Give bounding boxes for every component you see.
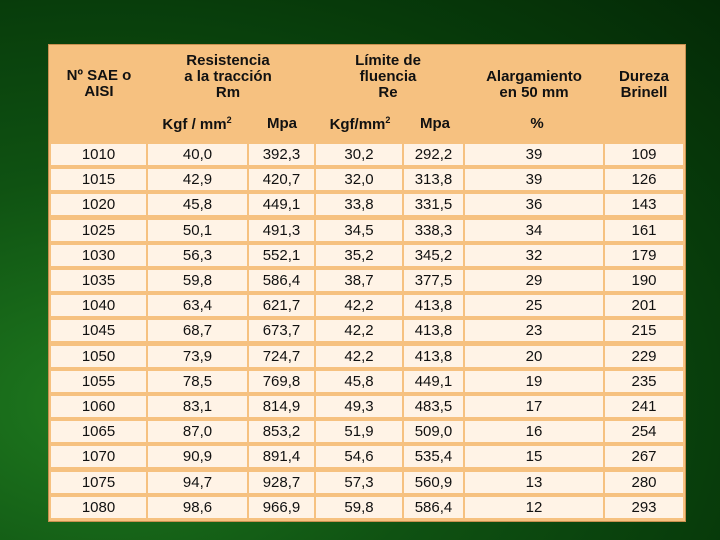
header-rm: Resistencia a la tracción Rm	[184, 52, 272, 101]
cell-re-mpa: 560,9	[404, 472, 463, 493]
cell-sae: 1050	[51, 346, 146, 367]
table-row	[49, 318, 685, 343]
table-row	[49, 192, 685, 217]
cell-re-kgf: 51,9	[316, 421, 402, 442]
cell-re-kgf: 59,8	[316, 497, 402, 518]
table-row	[49, 142, 685, 167]
cell-elong: 16	[465, 421, 603, 442]
cell-elong: 25	[465, 295, 603, 316]
cell-hardness: 235	[605, 371, 683, 392]
cell-re-kgf: 42,2	[316, 346, 402, 367]
cell-rm-mpa: 769,8	[249, 371, 314, 392]
table-row	[49, 167, 685, 192]
cell-sae: 1035	[51, 270, 146, 291]
cell-hardness: 109	[605, 144, 683, 165]
cell-rm-mpa: 673,7	[249, 320, 314, 341]
cell-sae: 1025	[51, 220, 146, 241]
table-row	[49, 495, 685, 520]
cell-rm-kgf: 56,3	[148, 245, 247, 266]
header-sae: Nº SAE o AISI	[66, 67, 132, 100]
cell-re-mpa: 449,1	[404, 371, 463, 392]
cell-sae: 1030	[51, 245, 146, 266]
cell-sae: 1065	[51, 421, 146, 442]
cell-hardness: 267	[605, 446, 683, 467]
cell-rm-mpa: 491,3	[249, 220, 314, 241]
cell-sae: 1015	[51, 169, 146, 190]
cell-rm-kgf: 40,0	[148, 144, 247, 165]
cell-re-kgf: 32,0	[316, 169, 402, 190]
cell-re-kgf: 33,8	[316, 194, 402, 215]
header-elong: Alargamiento en 50 mm	[486, 68, 582, 101]
cell-re-mpa: 509,0	[404, 421, 463, 442]
cell-hardness: 293	[605, 497, 683, 518]
cell-re-kgf: 30,2	[316, 144, 402, 165]
cell-hardness: 126	[605, 169, 683, 190]
cell-re-mpa: 292,2	[404, 144, 463, 165]
cell-rm-mpa: 928,7	[249, 472, 314, 493]
cell-hardness: 201	[605, 295, 683, 316]
cell-rm-mpa: 814,9	[249, 396, 314, 417]
subheader-rm-mpa: Mpa	[267, 115, 297, 132]
cell-elong: 39	[465, 169, 603, 190]
table-row	[49, 419, 685, 444]
cell-elong: 39	[465, 144, 603, 165]
cell-rm-kgf: 87,0	[148, 421, 247, 442]
cell-rm-kgf: 68,7	[148, 320, 247, 341]
subheader-re-kgf	[315, 115, 405, 133]
cell-rm-mpa: 621,7	[249, 295, 314, 316]
cell-elong: 23	[465, 320, 603, 341]
cell-elong: 36	[465, 194, 603, 215]
subheader-re-kgf-text: Kgf/mm	[329, 116, 386, 133]
cell-rm-kgf: 42,9	[148, 169, 247, 190]
cell-hardness: 254	[605, 421, 683, 442]
cell-elong: 32	[465, 245, 603, 266]
cell-hardness: 143	[605, 194, 683, 215]
table-row	[49, 394, 685, 419]
cell-elong: 17	[465, 396, 603, 417]
cell-rm-mpa: 552,1	[249, 245, 314, 266]
cell-hardness: 280	[605, 472, 683, 493]
cell-rm-kgf: 94,7	[148, 472, 247, 493]
cell-hardness: 161	[605, 220, 683, 241]
cell-rm-kgf: 90,9	[148, 446, 247, 467]
table-row	[49, 444, 685, 469]
table-row	[49, 369, 685, 394]
cell-rm-kgf: 78,5	[148, 371, 247, 392]
cell-sae: 1040	[51, 295, 146, 316]
table-row	[49, 470, 685, 495]
subheader-elong-pct: %	[530, 115, 544, 132]
cell-rm-kgf: 83,1	[148, 396, 247, 417]
subheader-re-kgf-exp: 2	[385, 115, 391, 125]
cell-sae: 1010	[51, 144, 146, 165]
cell-sae: 1055	[51, 371, 146, 392]
cell-hardness: 229	[605, 346, 683, 367]
cell-elong: 19	[465, 371, 603, 392]
cell-rm-kgf: 63,4	[148, 295, 247, 316]
table-row	[49, 243, 685, 268]
cell-rm-kgf: 45,8	[148, 194, 247, 215]
cell-re-kgf: 54,6	[316, 446, 402, 467]
cell-re-mpa: 345,2	[404, 245, 463, 266]
cell-re-kgf: 35,2	[316, 245, 402, 266]
table-header	[49, 45, 685, 142]
cell-re-kgf: 57,3	[316, 472, 402, 493]
cell-sae: 1020	[51, 194, 146, 215]
cell-hardness: 190	[605, 270, 683, 291]
cell-re-kgf: 49,3	[316, 396, 402, 417]
cell-re-mpa: 413,8	[404, 320, 463, 341]
steel-properties-table	[48, 44, 686, 522]
cell-re-mpa: 313,8	[404, 169, 463, 190]
cell-sae: 1075	[51, 472, 146, 493]
subheader-rm-kgf	[149, 115, 245, 133]
cell-sae: 1060	[51, 396, 146, 417]
cell-rm-mpa: 891,4	[249, 446, 314, 467]
header-hardness: Dureza Brinell	[618, 68, 670, 101]
cell-re-mpa: 483,5	[404, 396, 463, 417]
cell-elong: 20	[465, 346, 603, 367]
cell-re-mpa: 377,5	[404, 270, 463, 291]
cell-rm-mpa: 420,7	[249, 169, 314, 190]
subheader-rm-kgf-text: Kgf / mm	[162, 116, 227, 133]
cell-rm-kgf: 59,8	[148, 270, 247, 291]
subheader-re-mpa: Mpa	[420, 115, 450, 132]
table-row	[49, 344, 685, 369]
cell-rm-mpa: 724,7	[249, 346, 314, 367]
cell-re-mpa: 413,8	[404, 346, 463, 367]
table-row	[49, 293, 685, 318]
cell-re-mpa: 413,8	[404, 295, 463, 316]
cell-re-mpa: 331,5	[404, 194, 463, 215]
cell-rm-mpa: 853,2	[249, 421, 314, 442]
cell-hardness: 215	[605, 320, 683, 341]
table-row	[49, 268, 685, 293]
cell-re-kgf: 42,2	[316, 320, 402, 341]
cell-re-kgf: 34,5	[316, 220, 402, 241]
cell-re-kgf: 45,8	[316, 371, 402, 392]
cell-re-mpa: 338,3	[404, 220, 463, 241]
cell-hardness: 179	[605, 245, 683, 266]
cell-rm-kgf: 50,1	[148, 220, 247, 241]
cell-rm-mpa: 586,4	[249, 270, 314, 291]
cell-hardness: 241	[605, 396, 683, 417]
cell-elong: 29	[465, 270, 603, 291]
cell-rm-mpa: 392,3	[249, 144, 314, 165]
cell-elong: 12	[465, 497, 603, 518]
table-row	[49, 218, 685, 243]
cell-re-mpa: 586,4	[404, 497, 463, 518]
cell-rm-kgf: 98,6	[148, 497, 247, 518]
cell-sae: 1045	[51, 320, 146, 341]
cell-elong: 15	[465, 446, 603, 467]
subheader-rm-kgf-exp: 2	[226, 115, 232, 125]
cell-elong: 34	[465, 220, 603, 241]
cell-rm-mpa: 966,9	[249, 497, 314, 518]
cell-re-kgf: 42,2	[316, 295, 402, 316]
cell-sae: 1080	[51, 497, 146, 518]
cell-re-kgf: 38,7	[316, 270, 402, 291]
cell-re-mpa: 535,4	[404, 446, 463, 467]
cell-elong: 13	[465, 472, 603, 493]
cell-rm-mpa: 449,1	[249, 194, 314, 215]
cell-sae: 1070	[51, 446, 146, 467]
header-re: Límite de fluencia Re	[355, 52, 421, 101]
cell-rm-kgf: 73,9	[148, 346, 247, 367]
